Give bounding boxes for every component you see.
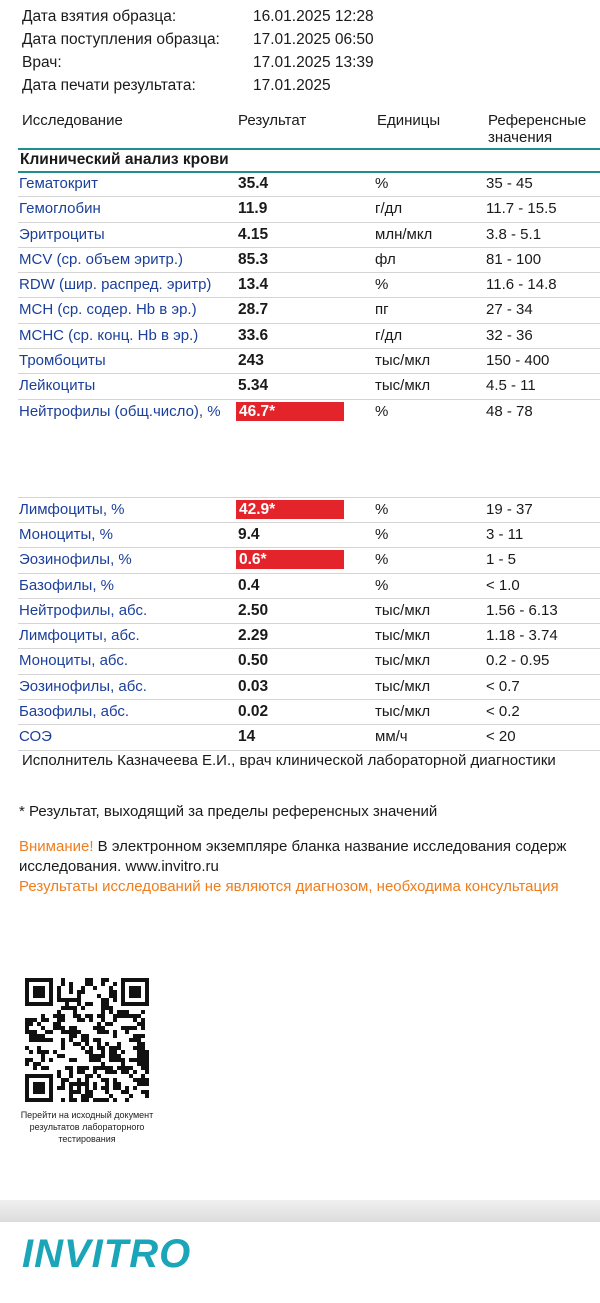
units: мм/ч [375,728,408,746]
test-name: RDW (шир. распред. эритр) [19,276,212,294]
table-row [18,725,600,750]
result-value: 2.50 [238,601,269,619]
result-value: 11.9 [238,200,268,218]
table-row [18,400,600,498]
meta-label: Дата взятия образца: [22,8,177,25]
attention-text-2[interactable]: исследования. www.invitro.ru [19,858,219,875]
test-name: СОЭ [19,728,52,746]
units: % [375,551,389,569]
result-value: 243 [238,352,264,370]
reference-range: 19 - 37 [486,500,533,518]
attention-notice [19,837,566,897]
result-value: 0.50 [238,652,269,670]
test-name: Эритроциты [19,225,105,243]
test-name: Лимфоциты, % [19,500,125,518]
reference-range: 1.18 - 3.74 [486,627,558,645]
result-value: 35.4 [238,175,269,192]
qr-code-icon[interactable] [25,978,149,1102]
table-row [18,273,600,298]
table-row [18,349,600,374]
result-value: 9.4 [238,525,260,543]
reference-range: 3.8 - 5.1 [486,225,542,243]
meta-value: 17.01.2025 06:50 [253,31,374,48]
test-name: MCV (ср. объем эритр.) [19,250,184,268]
units: тыс/мкл [375,352,431,370]
header-study: Исследование [22,112,123,129]
units: тыс/мкл [375,601,431,619]
table-row [18,649,600,674]
table-row [18,624,600,649]
footer-band [0,1200,600,1222]
attention-disclaimer: Результаты исследований не являются диагнозом, необходима консультация [19,878,559,895]
units: % [375,402,389,420]
results-table [0,172,600,751]
reference-range: 1 - 5 [486,551,517,569]
units: % [375,175,389,192]
meta-value: 16.01.2025 12:28 [253,8,374,25]
result-value: 33.6 [238,326,269,344]
test-name: Нейтрофилы (общ.число), % [19,402,221,420]
reference-range: 1.56 - 6.13 [486,601,558,619]
test-name: Базофилы, % [19,576,114,594]
test-name: Эозинофилы, % [19,551,132,569]
test-name: MCHC (ср. конц. Hb в эр.) [19,326,199,344]
table-row [18,599,600,624]
meta-label: Дата поступления образца: [22,31,220,48]
units: г/дл [375,200,403,218]
test-name: Лимфоциты, абс. [19,627,140,645]
result-value: 4.15 [238,225,269,243]
meta-row [22,75,600,98]
meta-label: Врач: [22,54,62,71]
header-result: Результат [238,112,307,129]
units: % [375,500,389,518]
result-value: 85.3 [238,250,269,268]
reference-range: 11.6 - 14.8 [486,276,557,294]
header-divider [18,148,600,150]
table-row [18,223,600,248]
header-units: Единицы [377,112,441,129]
qr-caption: Перейти на исходный документ результатов лабораторного тестирования [20,1110,154,1144]
table-row [18,574,600,599]
result-value: 13.4 [238,276,269,294]
units: фл [375,250,396,268]
table-row [18,498,600,523]
meta-label: Дата печати результата: [22,77,196,94]
reference-range: < 20 [486,728,516,746]
result-value: 5.34 [238,377,269,395]
reference-range: 3 - 11 [486,525,524,543]
reference-range: 35 - 45 [486,175,533,192]
result-value: 28.7 [238,301,269,319]
reference-range: 32 - 36 [486,326,533,344]
table-row [18,700,600,725]
test-name: Гемоглобин [19,200,101,218]
header-reference: Референсные значения [488,112,587,146]
result-value-flagged: 46.7* [236,402,344,421]
executor: Исполнитель Казначеева Е.И., врач клинической лабораторной диагностики [22,752,556,769]
test-name: Лейкоциты [19,377,96,395]
result-value-flagged: 0.6* [236,550,344,569]
units: тыс/мкл [375,677,431,695]
reference-range: 4.5 - 11 [486,377,536,395]
attention-prefix: Внимание! [19,838,94,855]
section-title: Клинический анализ крови [20,151,229,168]
table-row [18,197,600,222]
units: тыс/мкл [375,652,431,670]
result-value: 0.4 [238,576,260,594]
test-name: Эозинофилы, абс. [19,677,147,695]
reference-range: < 1.0 [486,576,520,594]
table-row [18,374,600,399]
units: % [375,276,389,294]
reference-range: 150 - 400 [486,352,550,370]
meta-value: 17.01.2025 [253,77,331,94]
sample-meta [22,6,600,98]
reference-range: 48 - 78 [486,402,533,420]
units: % [375,525,389,543]
result-value: 2.29 [238,627,269,645]
reference-range: < 0.7 [486,677,520,695]
result-value: 0.02 [238,703,269,721]
footnote: * Результат, выходящий за пределы референсных значений [19,803,438,820]
test-name: Моноциты, % [19,525,113,543]
reference-range: < 0.2 [486,703,520,721]
reference-range: 81 - 100 [486,250,542,268]
units: млн/мкл [375,225,433,243]
table-row [18,548,600,573]
reference-range: 0.2 - 0.95 [486,652,550,670]
test-name: Нейтрофилы, абс. [19,601,148,619]
test-name: Базофилы, абс. [19,703,130,721]
test-name: Тромбоциты [19,352,106,370]
units: пг [375,301,389,319]
units: тыс/мкл [375,377,431,395]
test-name: Моноциты, абс. [19,652,129,670]
meta-value: 17.01.2025 13:39 [253,54,374,71]
table-header [0,112,600,150]
test-name: MCH (ср. содер. Hb в эр.) [19,301,197,319]
reference-range: 11.7 - 15.5 [486,200,557,218]
table-row [18,248,600,273]
test-name: Гематокрит [19,175,98,192]
result-value: 0.03 [238,677,269,695]
meta-row [22,29,600,52]
table-row [18,298,600,323]
meta-row [22,52,600,75]
units: тыс/мкл [375,703,431,721]
table-row [18,675,600,700]
units: тыс/мкл [375,627,431,645]
units: % [375,576,389,594]
units: г/дл [375,326,403,344]
reference-range: 27 - 34 [486,301,533,319]
table-row [18,324,600,349]
invitro-logo: INVITRO [22,1232,192,1276]
result-value: 14 [238,728,256,746]
result-value-flagged: 42.9* [236,500,344,519]
table-row [18,172,600,197]
meta-row [22,6,600,29]
attention-text: В электронном экземпляре бланка название исследования содерж [93,838,567,855]
table-row [18,523,600,548]
